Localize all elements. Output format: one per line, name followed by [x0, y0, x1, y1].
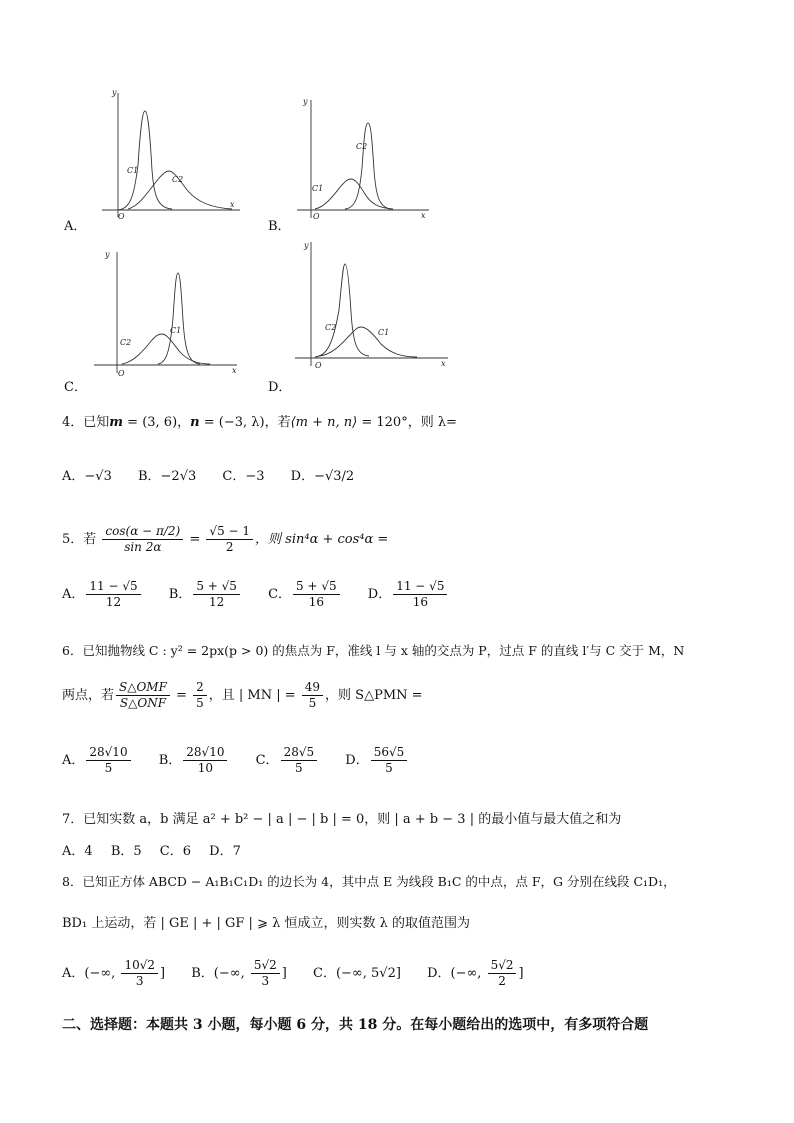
graph-option-d	[293, 240, 453, 370]
option-b[interactable]: B．−2√3	[137, 469, 197, 484]
option-b[interactable]: B．(−∞, $\frac{5√2}{3}$ ]	[191, 958, 287, 988]
origin-label: O	[315, 361, 322, 370]
question-4-stem: 4．已知m = (3, 6)，n = (−3, λ)，若⟨m + n, n⟩ = 120°，则 λ=	[62, 415, 457, 430]
x-axis-label: x	[230, 200, 235, 209]
angle-expression: ⟨m + n, n⟩	[290, 415, 358, 430]
question-6-stem-line2: 两点，若 $\frac{\text{S△OMF}}{\text{S△ONF}}$ = $\frac{2}{5}$ ，且 | MN | = $\frac{49}{5}$ ，则 S△PMN =	[62, 680, 423, 710]
graph-letter-b[interactable]: B．	[268, 219, 291, 234]
vector-n: n	[190, 415, 200, 430]
option-d[interactable]: D．7	[209, 844, 241, 859]
section-2-heading: 二、选择题：本题共 3 小题，每小题 6 分，共 18 分。在每小题给出的选项中，有多项符合题	[62, 1017, 649, 1033]
y-axis-label: y	[112, 88, 117, 97]
vector-m: m	[109, 415, 124, 430]
y-axis-label: y	[304, 241, 309, 250]
question-8-options	[62, 958, 546, 989]
question-7-options	[62, 840, 255, 859]
curve-label-c2: C2	[325, 323, 337, 332]
q5-rhs-fraction: $\frac{√5 - 1}{2}$	[206, 524, 253, 555]
x-axis-label: x	[421, 211, 426, 220]
option-d[interactable]: D．(−∞, $\frac{5√2}{2}$ ]	[427, 958, 524, 988]
option-c[interactable]: C． $\frac{5 + √5}{16}$	[268, 579, 342, 610]
question-6-stem-line1: 6．已知抛物线 C : y² = 2px(p > 0) 的焦点为 F，准线 l 与 x 轴的交点为 P，过点 F 的直线 l′与 C 交于 M，N	[62, 643, 685, 658]
question-5-stem: 5．若 $\frac{\cos(\alpha - \pi/2)}{\sin 2\alpha}$ = $\frac{√5 - 1}{2}$ ，则 sin⁴α + cos⁴α =	[62, 524, 389, 554]
option-c[interactable]: C．−3	[222, 469, 265, 484]
q6-area-ratio: $\frac{\text{S△OMF}}{\text{S△ONF}}$	[116, 680, 170, 711]
option-b[interactable]: B． $\frac{5 + √5}{12}$	[169, 579, 242, 610]
option-d[interactable]: D． $\frac{56√5}{5}$	[345, 745, 409, 776]
graph-letter-a[interactable]: A．	[64, 219, 87, 234]
option-a[interactable]: A．(−∞, $\frac{10√2}{3}$ ]	[62, 958, 166, 988]
curve-label-c1: C1	[170, 326, 182, 335]
graph-letter-d[interactable]: D．	[268, 380, 292, 395]
curve-label-c1: C1	[378, 328, 390, 337]
curve-label-c2: C2	[120, 338, 132, 347]
q6-mn-value: $\frac{49}{5}$	[302, 680, 323, 711]
graph-option-c	[92, 248, 242, 378]
graph-option-b	[295, 98, 435, 223]
question-8-stem-line2: BD₁ 上运动，若 | GE | + | GF | ⩾ λ 恒成立，则实数 λ 的取值范围为	[62, 916, 470, 931]
origin-label: O	[118, 369, 125, 378]
option-b[interactable]: B． $\frac{28√10}{10}$	[159, 745, 230, 776]
graph-letter-c[interactable]: C．	[64, 380, 87, 395]
x-axis-label: x	[441, 359, 446, 368]
y-axis-label: y	[105, 250, 110, 259]
option-a[interactable]: A． $\frac{28√10}{5}$	[62, 745, 133, 776]
option-d[interactable]: D．−√3/2	[290, 469, 355, 484]
question-8-stem-line1: 8．已知正方体 ABCD − A₁B₁C₁D₁ 的边长为 4，其中点 E 为线段 B₁C 的中点，点 F，G 分别在线段 C₁D₁，	[62, 874, 676, 889]
option-a[interactable]: A． $\frac{11 - √5}{12}$	[62, 579, 143, 610]
curve-label-c1: C1	[312, 184, 324, 193]
option-a[interactable]: A．4	[62, 844, 93, 859]
q5-lhs-fraction: $\frac{\cos(\alpha - \pi/2)}{\sin 2\alpha}$	[102, 524, 183, 555]
y-axis-label: y	[303, 97, 308, 106]
option-a[interactable]: A．−√3	[62, 469, 112, 484]
curve-label-c2: C2	[356, 142, 368, 151]
question-6-options	[62, 745, 431, 776]
origin-label: O	[313, 212, 320, 221]
curve-label-c1: C1	[127, 166, 139, 175]
question-5-options	[62, 579, 471, 610]
x-axis-label: x	[232, 366, 237, 375]
option-c[interactable]: C．(−∞, 5√2]	[313, 966, 401, 981]
curve-label-c2: C2	[172, 175, 184, 184]
option-c[interactable]: C． $\frac{28√5}{5}$	[256, 745, 320, 776]
origin-label: O	[118, 212, 125, 221]
option-b[interactable]: B．5	[110, 844, 142, 859]
graph-option-a	[92, 85, 242, 220]
option-d[interactable]: D． $\frac{11 - √5}{16}$	[368, 579, 450, 610]
question-7-stem: 7．已知实数 a，b 满足 a² + b² − | a | − | b | = 0，则 | a + b − 3 | 的最小值与最大值之和为	[62, 812, 622, 827]
option-c[interactable]: C．6	[159, 844, 191, 859]
q6-ratio-value: $\frac{2}{5}$	[193, 680, 207, 711]
question-4-options	[62, 465, 376, 484]
